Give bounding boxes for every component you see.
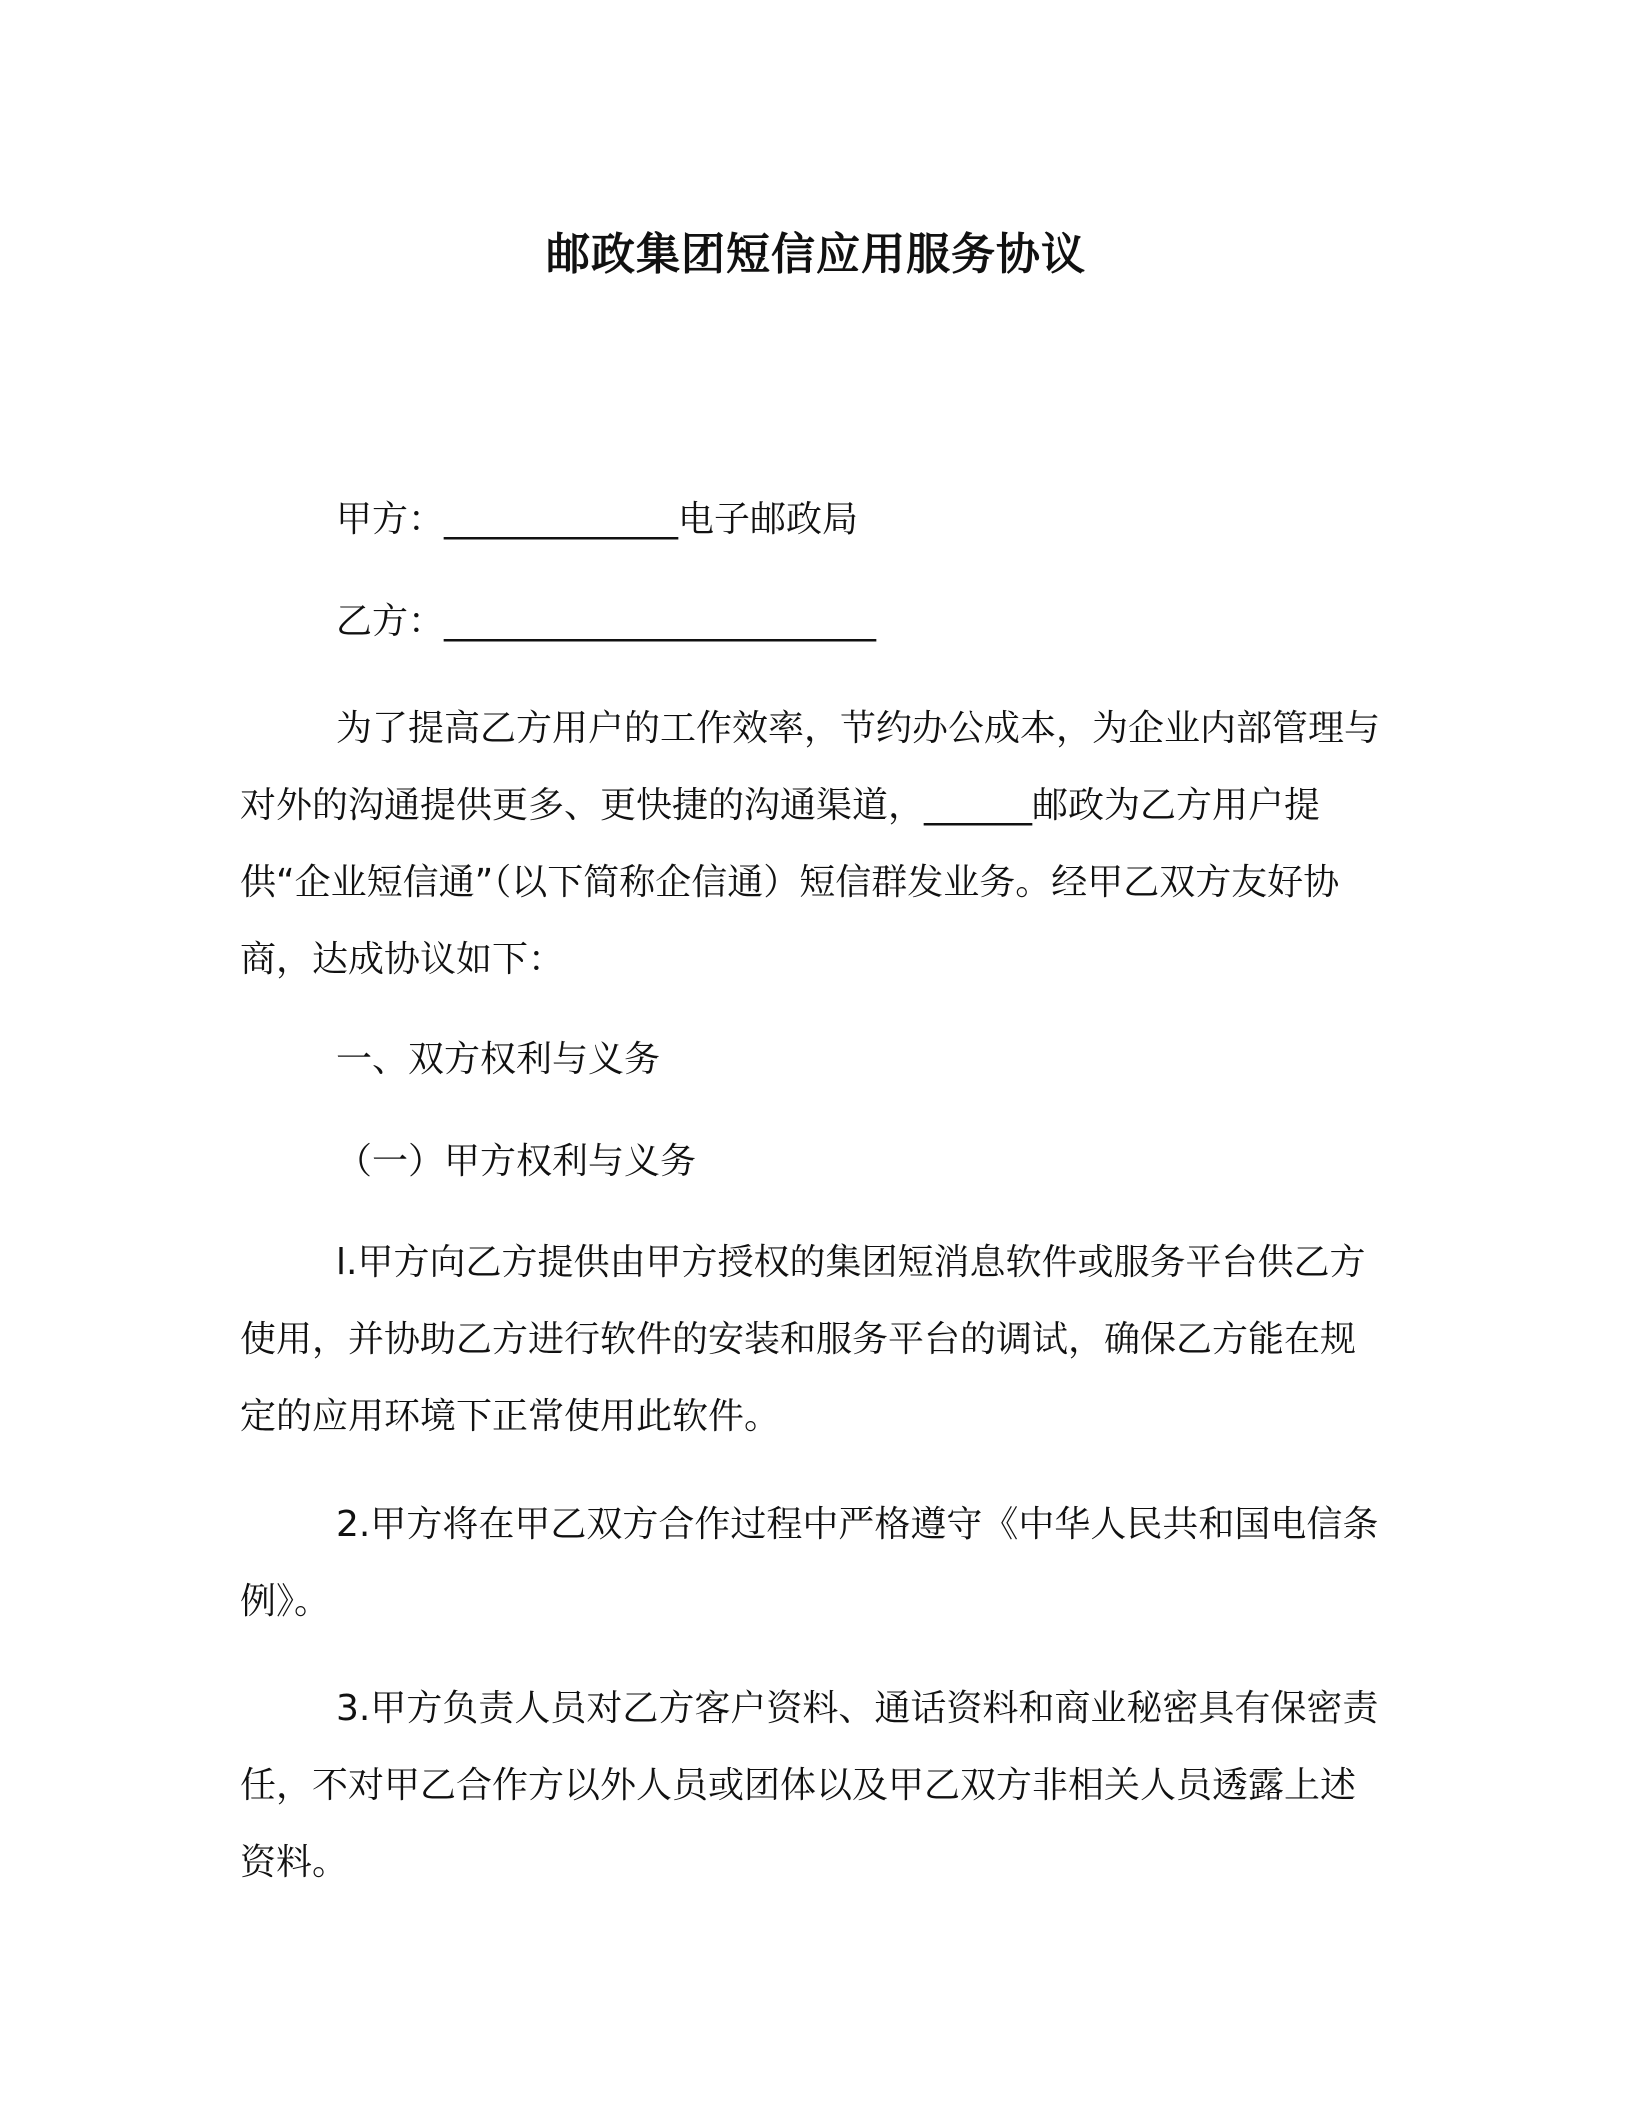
- party-a-line: 甲方：_____________电子邮政局: [336, 499, 859, 540]
- clause-2: 2.甲方将在甲乙双方合作过程中严格遵守《中华人民共和国电信条例》。: [240, 1504, 1379, 1622]
- party-b-line: 乙方：________________________: [336, 601, 877, 642]
- clause-1: l.甲方向乙方提供由甲方授权的集团短消息软件或服务平台供乙方使用，并协助乙方进行软件的安装和服务平台的调试，确保乙方能在规定的应用环境下正常使用此软件。: [240, 1242, 1366, 1437]
- subsection-heading-party-a: （一）甲方权利与义务: [336, 1141, 697, 1182]
- intro-paragraph: 为了提高乙方用户的工作效率，节约办公成本，为企业内部管理与对外的沟通提供更多、更快捷的沟通渠道，______邮政为乙方用户提供“企业短信通”（以下简称企信通）短信群发业务。经甲乙双方友好协商，达成协议如下：: [240, 708, 1381, 980]
- document-title: 邮政集团短信应用服务协议: [546, 229, 1086, 280]
- section-heading-rights-obligations: 一、双方权利与义务: [336, 1039, 661, 1080]
- clause-3: 3.甲方负责人员对乙方客户资料、通话资料和商业秘密具有保密责任，不对甲乙合作方以外人员或团体以及甲乙双方非相关人员透露上述资料。: [240, 1688, 1379, 1883]
